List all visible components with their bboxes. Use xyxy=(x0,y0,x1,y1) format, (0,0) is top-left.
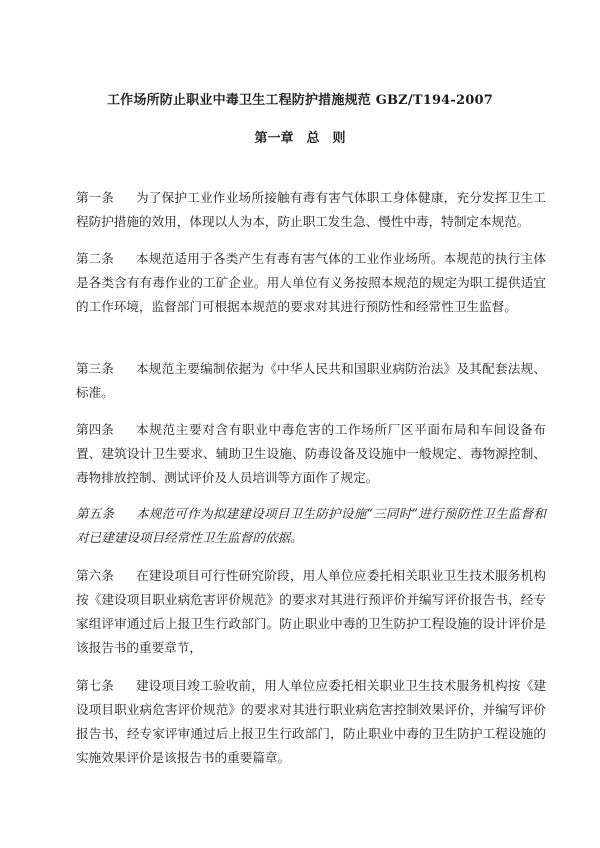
article-number: 第七条 xyxy=(76,678,114,693)
article-text: 本规范适用于各类产生有毒有害气体的工业作业场所。本规范的执行主体是各类含有有毒作业的工矿企业。用人单位有义务按照本规范的规定为职工提供适宜的工作环境，监督部门可根据本规范的要求对其进行预防性和经常性卫生监督。 xyxy=(76,251,546,314)
article-number: 第五条 xyxy=(76,506,114,521)
article-number: 第一条 xyxy=(76,190,114,205)
article-number: 第三条 xyxy=(76,361,114,376)
chapter-title: 第一章 总 则 xyxy=(254,131,346,146)
article-number: 第二条 xyxy=(76,251,114,266)
article-text: 本规范主要对含有职业中毒危害的工作场所厂区平面布局和车间设备布置、建筑设计卫生要求、辅助卫生设施、防毒设备及设施中一般规定、毒物源控制、毒物排放控制、测试评价及人员培训等方面作了规定。 xyxy=(76,422,546,485)
article-text: 为了保护工业作业场所接触有毒有害气体职工身体健康，充分发挥卫生工程防护措施的效用，体现以人为本，防止职工发生急、慢性中毒，特制定本规范。 xyxy=(76,190,546,229)
article-text: 在建设项目可行性研究阶段，用人单位应委托相关职业卫生技术服务机构按《建设项目职业病危害评价规范》的要求对其进行预评价并编写评价报告书，经专家组评审通过后上报卫生行政部门。防止职业中毒的卫生防护工程设施的设计评价是该报告书的重要章节， xyxy=(76,568,546,655)
article-4 xyxy=(76,418,546,490)
article-number: 第四条 xyxy=(76,422,114,437)
article-6 xyxy=(76,564,546,660)
article-5 xyxy=(76,502,546,550)
article-text: 本规范主要编制依据为《中华人民共和国职业病防治法》及其配套法规、标准。 xyxy=(76,361,546,400)
article-7 xyxy=(76,674,546,770)
article-2 xyxy=(76,247,546,319)
article-text: 本规范可作为拟建建设项目卫生防护设施“三同时”进行预防性卫生监督和对已建建设项目经常性卫生监督的依据。 xyxy=(76,506,546,545)
article-3 xyxy=(76,357,546,405)
article-number: 第六条 xyxy=(76,568,114,583)
document-title: 工作场所防止职业中毒卫生工程防护措施规范 GBZ/T194-2007 xyxy=(106,93,494,108)
article-text: 建设项目竣工验收前，用人单位应委托相关职业卫生技术服务机构按《建设项目职业病危害评价规范》的要求对其进行职业病危害控制效果评价，并编写评价报告书，经专家评审通过后上报卫生行政部门，防止职业中毒的卫生防护工程设施的实施效果评价是该报告书的重要篇章。 xyxy=(76,678,546,765)
article-1 xyxy=(76,186,546,234)
